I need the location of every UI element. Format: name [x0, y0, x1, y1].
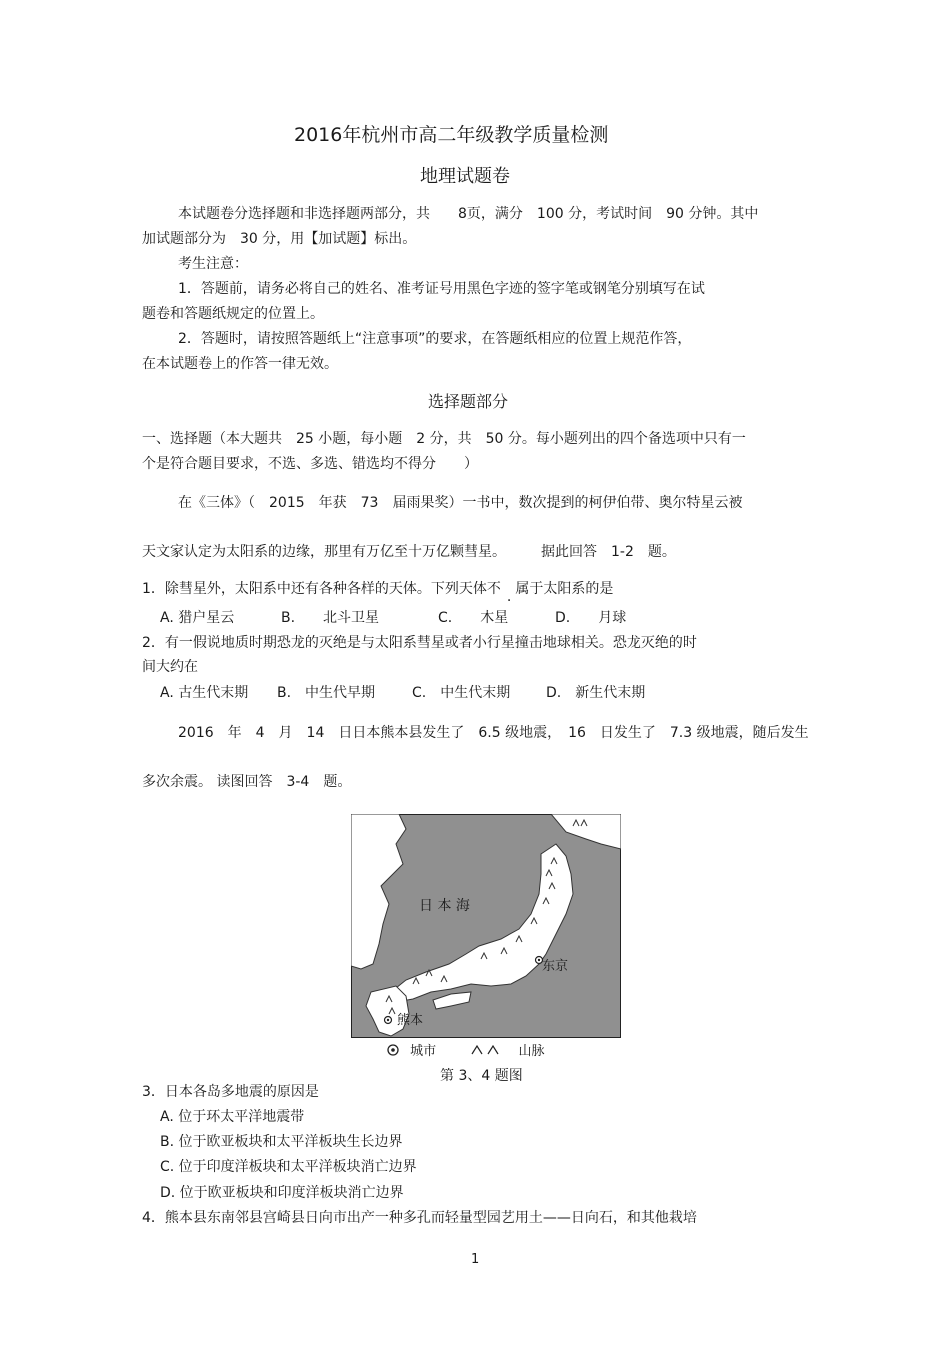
q3-option-a: A. 位于环太平洋地震带	[160, 1109, 305, 1125]
japan-map	[351, 814, 621, 1038]
intro-line-1: 本试题卷分选择题和非选择题两部分，共 8页，满分 100 分，考试时间 90 分钟。其中	[178, 206, 759, 222]
passage-2-line-2: 多次余震。 读图回答 3-4 题。	[142, 774, 352, 790]
tokyo-label: 东京	[542, 959, 569, 974]
legend-mountain-label: 山脉	[518, 1044, 545, 1059]
q3-option-c: C. 位于印度洋板块和太平洋板块消亡边界	[160, 1159, 417, 1175]
passage-1-line-2: 天文家认定为太阳系的边缘，那里有万亿至十万亿颗彗星。 据此回答 1-2 题。	[142, 544, 676, 560]
q2-option-d: D. 新生代末期	[546, 685, 646, 701]
q2-option-a: A. 古生代末期	[160, 685, 249, 701]
mountain-icon	[470, 1044, 510, 1056]
legend-city-label: 城市	[410, 1044, 437, 1059]
section-instructions-b: 个是符合题目要求，不选、多选、错选均不得分 ）	[142, 456, 478, 472]
notice-2b: 在本试题卷上的作答一律无效。	[142, 356, 338, 372]
tokyo-city-dot	[538, 959, 540, 961]
question-3-stem: 3．日本各岛多地震的原因是	[142, 1084, 319, 1100]
sea-label: 日 本 海	[419, 898, 470, 914]
q2-option-c: C. 中生代末期	[412, 685, 511, 701]
notice-label: 考生注意：	[178, 256, 248, 272]
question-1-stem-a: 1．除彗星外，太阳系中还有各种各样的天体。下列天体不	[142, 581, 501, 597]
emphasis-dot: .	[506, 589, 512, 605]
q1-option-a: A. 猎户星云	[160, 610, 235, 626]
section-instructions-a: 一、选择题（本大题共 25 小题，每小题 2 分，共 50 分。每小题列出的四个备选项中只有一	[142, 431, 746, 447]
kumamoto-label: 熊本	[397, 1013, 424, 1028]
kumamoto-city-dot	[387, 1019, 389, 1021]
page-number: 1	[471, 1252, 480, 1267]
q1-option-b: B. 北斗卫星	[281, 610, 380, 626]
q3-option-d: D. 位于欧亚板块和印度洋板块消亡边界	[160, 1185, 404, 1201]
page-title: 2016年杭州市高二年级教学质量检测	[294, 124, 609, 146]
question-1-stem-b: 属于太阳系的是	[515, 581, 614, 597]
question-2-stem-a: 2．有一假说地质时期恐龙的灭绝是与太阳系彗星或者小行星撞击地球相关。恐龙灭绝的时	[142, 635, 697, 651]
notice-1b: 题卷和答题纸规定的位置上。	[142, 306, 324, 322]
q3-option-b: B. 位于欧亚板块和太平洋板块生长边界	[160, 1134, 403, 1150]
q2-option-b: B. 中生代早期	[277, 685, 376, 701]
notice-1a: 1．答题前，请务必将自己的姓名、准考证号用黑色字迹的签字笔或钢笔分别填写在试	[178, 281, 705, 297]
section-heading: 选择题部分	[428, 392, 509, 411]
passage-1-line-1: 在《三体》（ 2015 年获 73 届雨果奖）一书中，数次提到的柯伊伯带、奥尔特星云被	[178, 495, 743, 511]
notice-2a: 2．答题时，请按照答题纸上“注意事项”的要求，在答题纸相应的位置上规范作答，	[178, 331, 692, 347]
question-1-stem	[142, 578, 614, 605]
question-2-stem-b: 间大约在	[142, 659, 198, 675]
intro-line-2: 加试题部分为 30 分，用【加试题】标出。	[142, 231, 417, 247]
city-icon	[386, 1043, 400, 1057]
q1-option-d: D. 月球	[555, 610, 627, 626]
map-legend	[386, 1040, 544, 1059]
question-4-stem: 4．熊本县东南邻县宫崎县日向市出产一种多孔而轻量型园艺用土——日向石，和其他栽培	[142, 1210, 697, 1226]
map-caption: 第 3、4 题图	[440, 1068, 523, 1084]
page-subtitle: 地理试题卷	[420, 166, 510, 187]
passage-2-line-1: 2016 年 4 月 14 日日本熊本县发生了 6.5 级地震， 16 日发生了 7.3 级地震，随后发生	[178, 725, 809, 741]
q1-option-c: C. 木星	[438, 610, 509, 626]
